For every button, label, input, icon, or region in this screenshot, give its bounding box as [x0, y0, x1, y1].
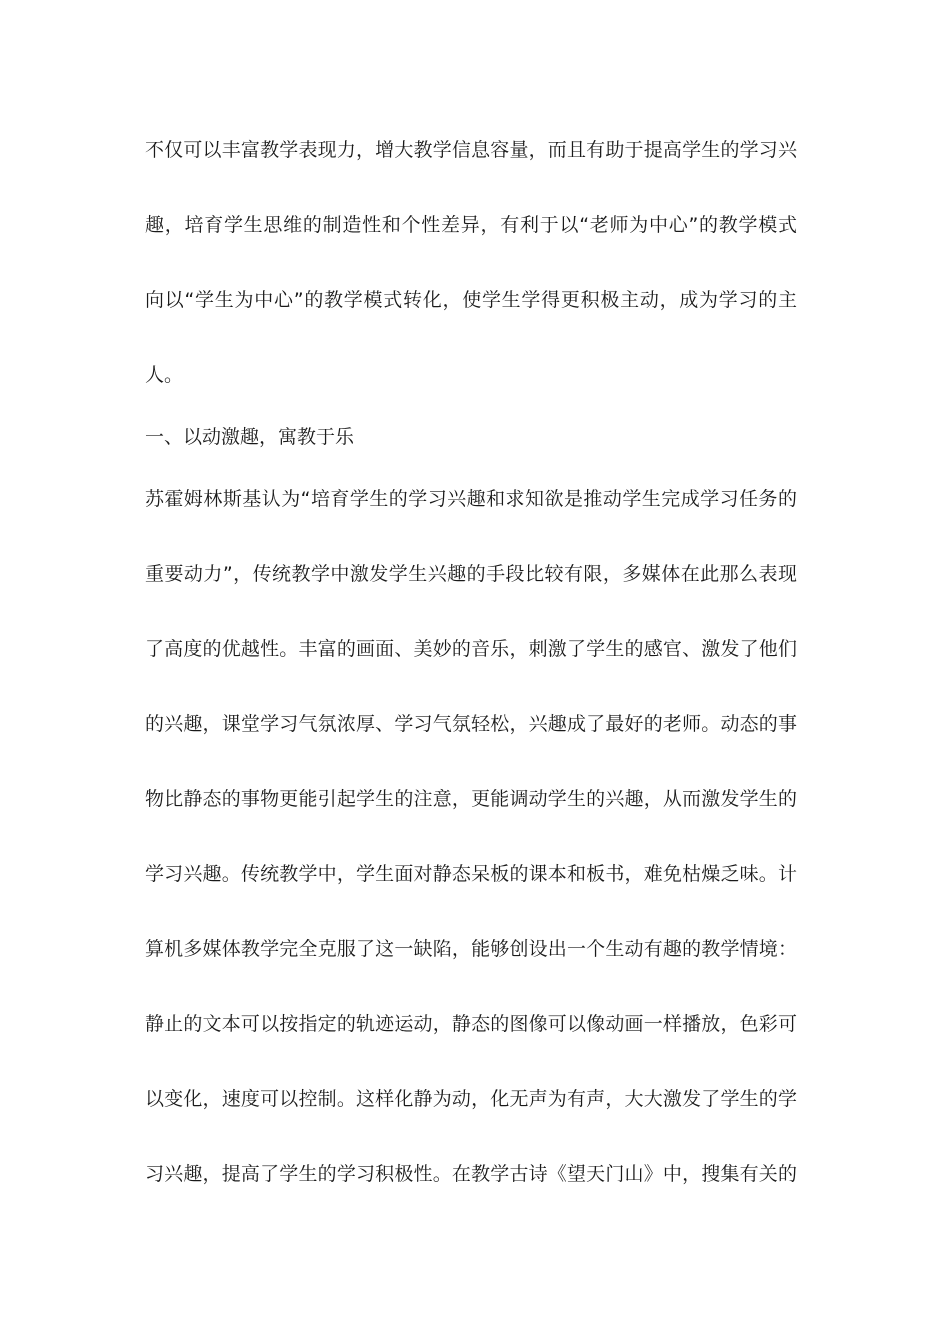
paragraph-line: 物比静态的事物更能引起学生的注意，更能调动学生的兴趣，从而激发学生的: [145, 788, 797, 810]
paragraph-line: 不仅可以丰富教学表现力，增大教学信息容量，而且有助于提高学生的学习兴: [145, 139, 797, 161]
paragraph-line: 习兴趣，提高了学生的学习积极性。在教学古诗《望天门山》中，搜集有关的: [145, 1163, 797, 1185]
paragraph-line: 向以“学生为中心”的教学模式转化，使学生学得更积极主动，成为学习的主: [145, 289, 797, 311]
paragraph-line: 苏霍姆林斯基认为“培育学生的学习兴趣和求知欲是推动学生完成学习任务的: [145, 488, 797, 510]
paragraph-line: 学习兴趣。传统教学中，学生面对静态呆板的课本和板书，难免枯燥乏味。计: [145, 863, 797, 885]
paragraph-line: 人。: [145, 364, 184, 386]
paragraph-line: 趣，培育学生思维的制造性和个性差异，有利于以“老师为中心”的教学模式: [145, 214, 797, 236]
paragraph-line: 的兴趣，课堂学习气氛浓厚、学习气氛轻松，兴趣成了最好的老师。动态的事: [145, 713, 797, 735]
section-heading: 一、以动激趣，寓教于乐: [145, 426, 355, 448]
paragraph-line: 以变化，速度可以控制。这样化静为动，化无声为有声，大大激发了学生的学: [145, 1088, 797, 1110]
paragraph-line: 算机多媒体教学完全克服了这一缺陷，能够创设出一个生动有趣的教学情境：: [145, 938, 797, 960]
paragraph-line: 静止的文本可以按指定的轨迹运动，静态的图像可以像动画一样播放，色彩可: [145, 1013, 797, 1035]
paragraph-line: 重要动力”，传统教学中激发学生兴趣的手段比较有限，多媒体在此那么表现: [145, 563, 797, 585]
paragraph-line: 了高度的优越性。丰富的画面、美妙的音乐，刺激了学生的感官、激发了他们: [145, 638, 797, 660]
